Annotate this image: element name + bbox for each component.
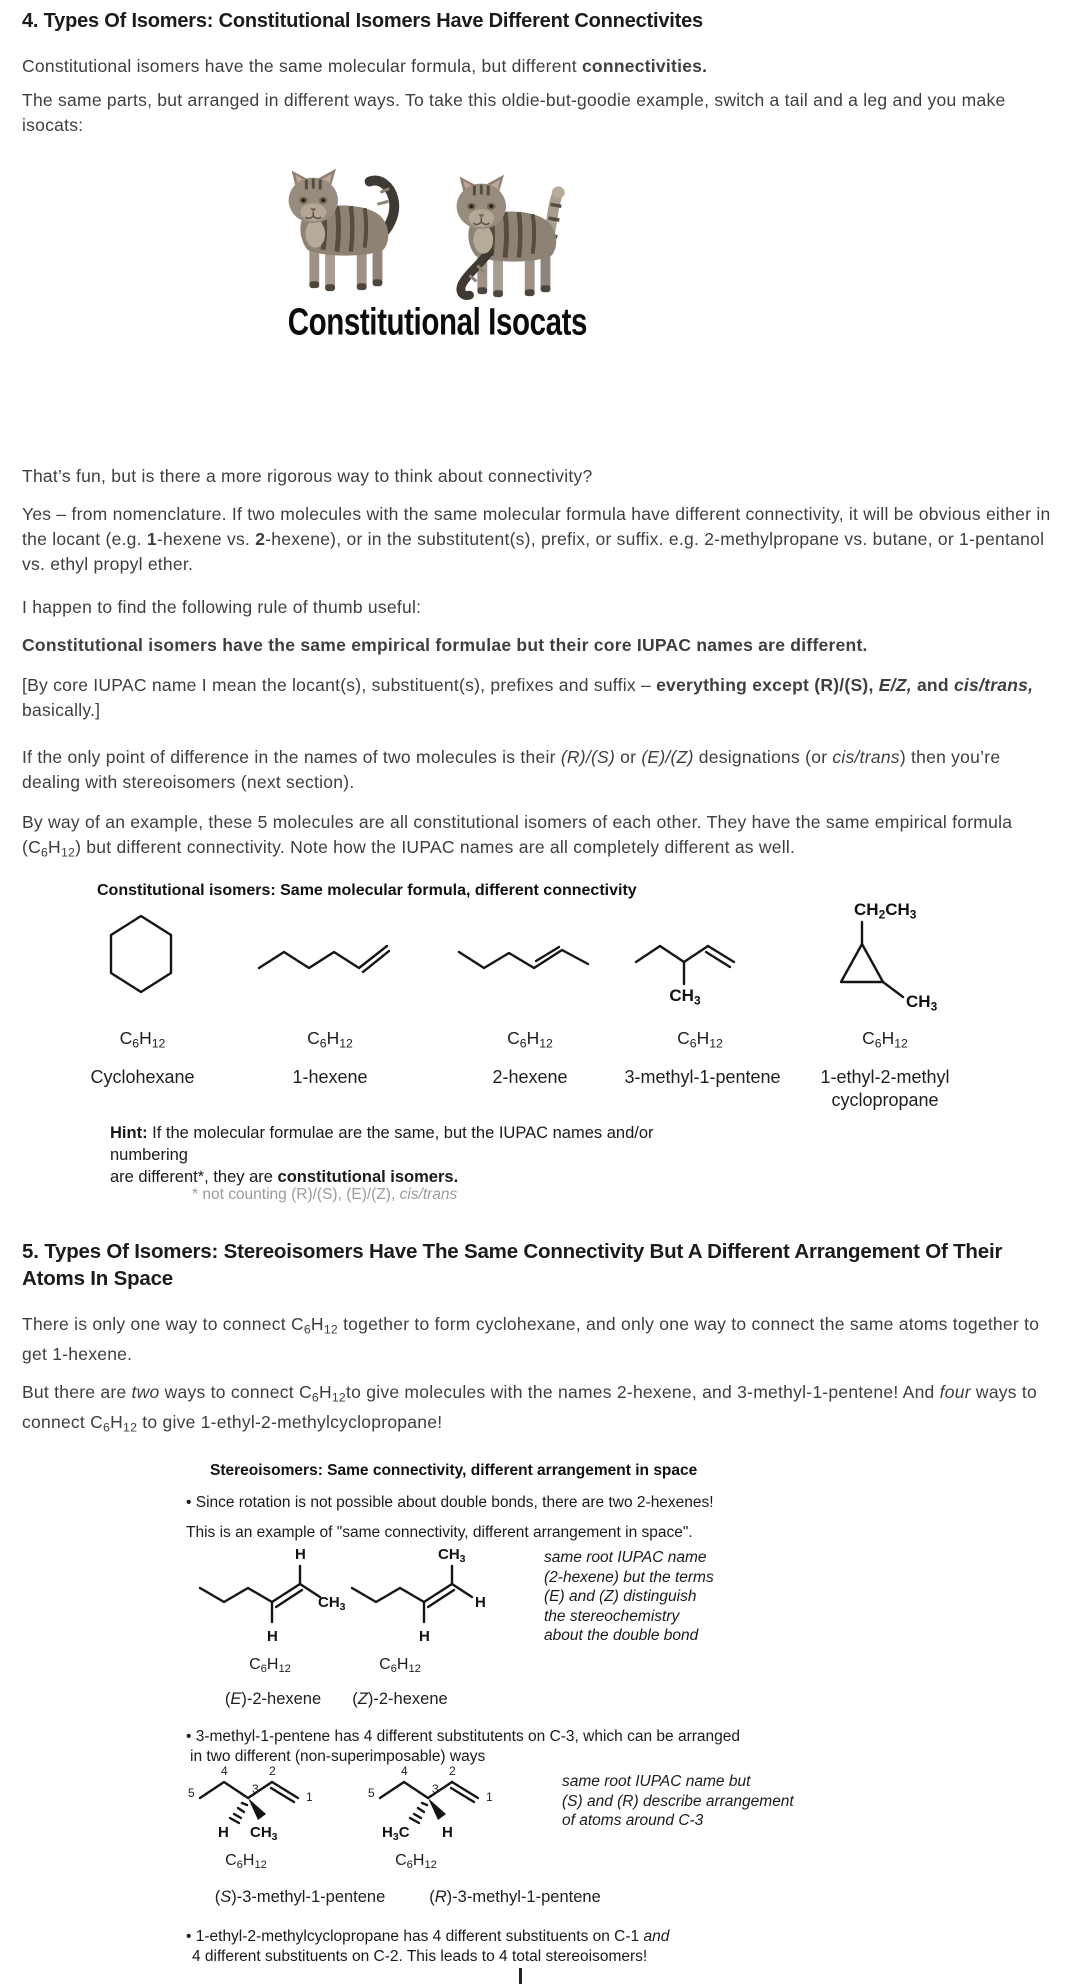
r-3-methyl-1-pentene-structure xyxy=(368,1764,543,1850)
fig2-name-r: (R)-3-methyl-1-pentene xyxy=(429,1888,601,1906)
hexene-1-structure xyxy=(255,926,405,981)
carbon-5-number: 5 xyxy=(368,1786,375,1800)
carbon-3-number: 3 xyxy=(252,1782,259,1796)
fig1-formula-1: C6H12 xyxy=(119,1028,166,1051)
constitutional-isomers-figure xyxy=(0,878,1080,1213)
z-2-hexene-structure xyxy=(348,1546,498,1650)
stereoisomers-figure xyxy=(0,1460,1080,1984)
fig2-title: Stereoisomers: Same connectivity, different arrangement in space xyxy=(210,1462,698,1479)
fig2-bullet-3mp-line1: • 3-methyl-1-pentene has 4 different substitutents on C-3, which can be arranged xyxy=(186,1728,740,1745)
fig1-footnote: * not counting (R)/(S), (E)/(Z), cis/trans xyxy=(192,1186,458,1203)
h-label: H xyxy=(419,1628,430,1645)
fig1-formula-4: C6H12 xyxy=(677,1028,723,1051)
hexene-2-structure xyxy=(455,926,605,981)
s-3-methyl-1-pentene-structure xyxy=(188,1764,363,1850)
cat-right-image xyxy=(426,154,584,304)
paragraph-one-way: There is only one way to connect C6H12 together to form cyclohexane, and only one way to connect the same atoms together to get 1-hexene. xyxy=(22,1314,1040,1365)
fig2-name-s: (S)-3-methyl-1-pentene xyxy=(214,1888,386,1906)
paragraph-rule-of-thumb: Constitutional isomers have the same empirical formulae but their core IUPAC names are different. xyxy=(22,635,868,655)
paragraph-rule-intro: I happen to find the following rule of thumb useful: xyxy=(22,597,422,617)
cyclohexane-structure xyxy=(105,912,177,996)
paragraph-by-way: By way of an example, these 5 molecules are all constitutional isomers of each other. They have the same empirical formula (C6H12) but different connectivity. Note how the IUPAC names are all completely different as well. xyxy=(22,812,1013,860)
fig1-formula-2: C6H12 xyxy=(307,1028,353,1051)
carbon-5-number: 5 xyxy=(188,1786,195,1800)
paragraph-same-parts: The same parts, but arranged in different ways. To take this oldie-but-goodie example, switch a tail and a leg and you make isocats: xyxy=(22,90,1006,135)
ch3-label: CH3 xyxy=(438,1546,466,1565)
h-label: H xyxy=(475,1594,486,1611)
carbon-2-number: 2 xyxy=(449,1764,456,1778)
carbon-2-number: 2 xyxy=(269,1764,276,1778)
fig1-name-1: Cyclohexane xyxy=(90,1067,195,1087)
fig1-name-5: 1-ethyl-2-methyl cyclopropane xyxy=(820,1067,950,1110)
carbon-3-number: 3 xyxy=(432,1782,439,1796)
paragraph-nomenclature: Yes – from nomenclature. If two molecules with the same molecular formula have different connectivity, it will be obvious either in the locant (e.g. 1-hexene vs. 2-hexene), or in the substitutent(s), prefix, or suffix. e.g. 2-methylpropane vs. butane, or 1-pentanol vs. ethyl propyl ether. xyxy=(22,504,1051,574)
fig1-hint: Hint: If the molecular formulae are the same, but the IUPAC names and/or numbering are different*, they are constitutional isomers. xyxy=(110,1124,654,1186)
paragraph-connectivities: Constitutional isomers have the same molecular formula, but different connectivities. xyxy=(22,56,708,76)
fig2-name-z: (Z)-2-hexene xyxy=(352,1690,448,1708)
carbon-1-number: 1 xyxy=(306,1790,313,1804)
down-arrow-stub xyxy=(519,1968,522,1984)
fig2-formula-e: C6H12 xyxy=(249,1656,291,1676)
ethyl-methyl-cyclopropane-structure xyxy=(820,900,970,1030)
fig1-name-4: 3-methyl-1-pentene xyxy=(624,1067,781,1087)
h3c-label: H3C xyxy=(382,1824,410,1843)
ch2ch3-label: CH2CH3 xyxy=(854,900,917,922)
cat-left-image xyxy=(258,148,416,298)
fig2-bullet-3mp-line2: in two different (non-superimposable) ways xyxy=(190,1748,486,1765)
fig2-formula-z: C6H12 xyxy=(379,1656,421,1676)
fig2-bullet-cp-line1: • 1-ethyl-2-methylcyclopropane has 4 different substituents on C-1 and xyxy=(186,1928,670,1945)
section-5-heading: 5. Types Of Isomers: Stereoisomers Have The Same Connectivity But A Different Arrangement Of Their Atoms In Space xyxy=(22,1240,1003,1290)
isocats-caption: Constitutional Isocats xyxy=(287,300,588,344)
carbon-4-number: 4 xyxy=(401,1764,408,1778)
paragraph-thats-fun: That’s fun, but is there a more rigorous way to think about connectivity? xyxy=(22,466,593,486)
fig2-bullet-cp-line2: 4 different substituents on C-2. This leads to 4 total stereoisomers! xyxy=(192,1948,648,1965)
ch3-label: CH3 xyxy=(250,1824,278,1843)
ch3-label: CH3 xyxy=(318,1594,346,1613)
paragraph-two-ways: But there are two ways to connect C6H12to give molecules with the names 2-hexene, and 3-methyl-1-pentene! And four ways to connect C6H12 to give 1-ethyl-2-methylcyclopropane! xyxy=(22,1382,1038,1435)
paragraph-core-iupac: [By core IUPAC name I mean the locant(s), substituent(s), prefixes and suffix – everything except (R)/(S), E/Z, and cis/trans, basically.] xyxy=(22,675,1034,720)
h-label: H xyxy=(218,1824,229,1841)
fig2-example-line: This is an example of "same connectivity, different arrangement in space". xyxy=(186,1524,693,1541)
paragraph-only-point: If the only point of difference in the names of two molecules is their (R)/(S) or (E)/(Z) designations (or cis/trans) then you’re dealing with stereoisomers (next section). xyxy=(22,747,1001,792)
section-4-heading: 4. Types Of Isomers: Constitutional Isomers Have Different Connectivites xyxy=(22,10,703,32)
fig2-bullet-rotation: • Since rotation is not possible about double bonds, there are two 2-hexenes! xyxy=(186,1494,714,1511)
ch3-label: CH3 xyxy=(906,992,938,1014)
fig1-formula-5: C6H12 xyxy=(862,1028,908,1051)
h-label: H xyxy=(295,1546,306,1563)
fig2-formula-r: C6H12 xyxy=(395,1852,437,1872)
carbon-1-number: 1 xyxy=(486,1790,493,1804)
isocats-figure xyxy=(258,148,588,344)
fig1-formula-3: C6H12 xyxy=(507,1028,553,1051)
fig2-ez-annotation: same root IUPAC name (2-hexene) but the terms (E) and (Z) distinguish the stereochemistry about the double bond xyxy=(544,1549,714,1644)
fig2-formula-s: C6H12 xyxy=(225,1852,267,1872)
carbon-4-number: 4 xyxy=(221,1764,228,1778)
fig1-title: Constitutional isomers: Same molecular formula, different connectivity xyxy=(97,882,637,899)
fig2-sr-annotation: same root IUPAC name but (S) and (R) describe arrangement of atoms around C-3 xyxy=(562,1773,794,1829)
e-2-hexene-structure xyxy=(196,1546,346,1650)
fig1-name-3: 2-hexene xyxy=(492,1067,568,1087)
h-label: H xyxy=(442,1824,453,1841)
h-label: H xyxy=(267,1628,278,1645)
methyl-pentene-structure xyxy=(630,922,780,1022)
fig2-name-e: (E)-2-hexene xyxy=(224,1690,322,1708)
ch3-label: CH3 xyxy=(669,986,701,1008)
fig1-name-2: 1-hexene xyxy=(292,1067,368,1087)
